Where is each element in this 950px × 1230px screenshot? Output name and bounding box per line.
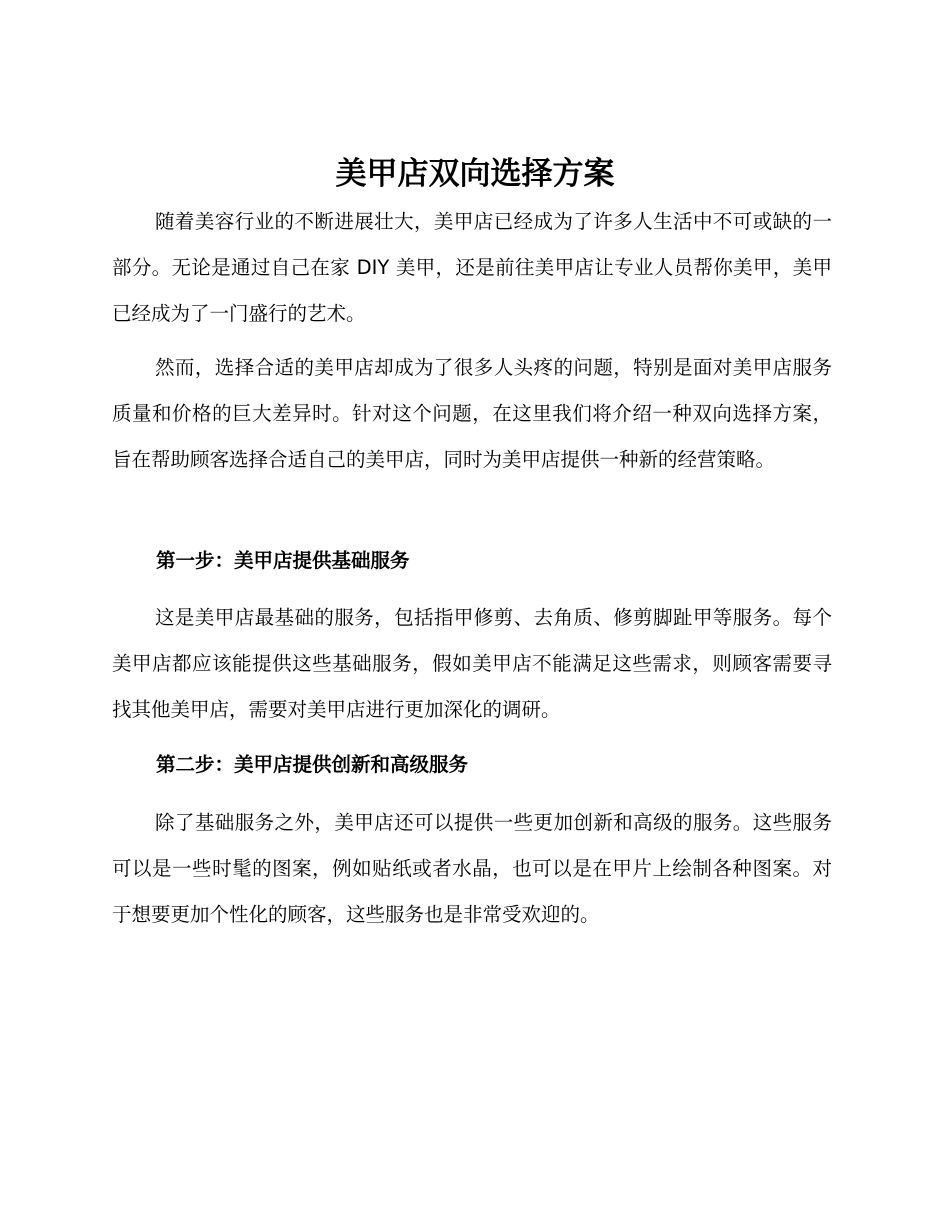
problem-paragraph: 然而，选择合适的美甲店却成为了很多人头疼的问题，特别是面对美甲店服务质量和价格的巨大差异时。针对这个问题，在这里我们将介绍一种双向选择方案，旨在帮助顾客选择合适自己的美甲店，同时为美甲店提供一种新的经营策略。 — [112, 356, 832, 471]
section-heading-step-two: 第二步：美甲店提供创新和高级服务 — [156, 753, 469, 776]
document-title: 美甲店双向选择方案 — [335, 156, 615, 192]
section-body-step-two: 除了基础服务之外，美甲店还可以提供一些更加创新和高级的服务。这些服务可以是一些时髦的图案，例如贴纸或者水晶，也可以是在甲片上绘制各种图案。对于想要更加个性化的顾客，这些服务也是非常受欢迎的。 — [112, 811, 832, 926]
intro-paragraph: 随着美容行业的不断进展壮大，美甲店已经成为了许多人生活中不可或缺的一部分。无论是通过自己在家 DIY 美甲，还是前往美甲店让专业人员帮你美甲，美甲已经成为了一门盛行的艺术。 — [112, 210, 832, 325]
section-body-step-one: 这是美甲店最基础的服务，包括指甲修剪、去角质、修剪脚趾甲等服务。每个美甲店都应该能提供这些基础服务，假如美甲店不能满足这些需求，则顾客需要寻找其他美甲店，需要对美甲店进行更加深化的调研。 — [112, 606, 832, 721]
section-heading-step-one: 第一步：美甲店提供基础服务 — [156, 549, 410, 572]
